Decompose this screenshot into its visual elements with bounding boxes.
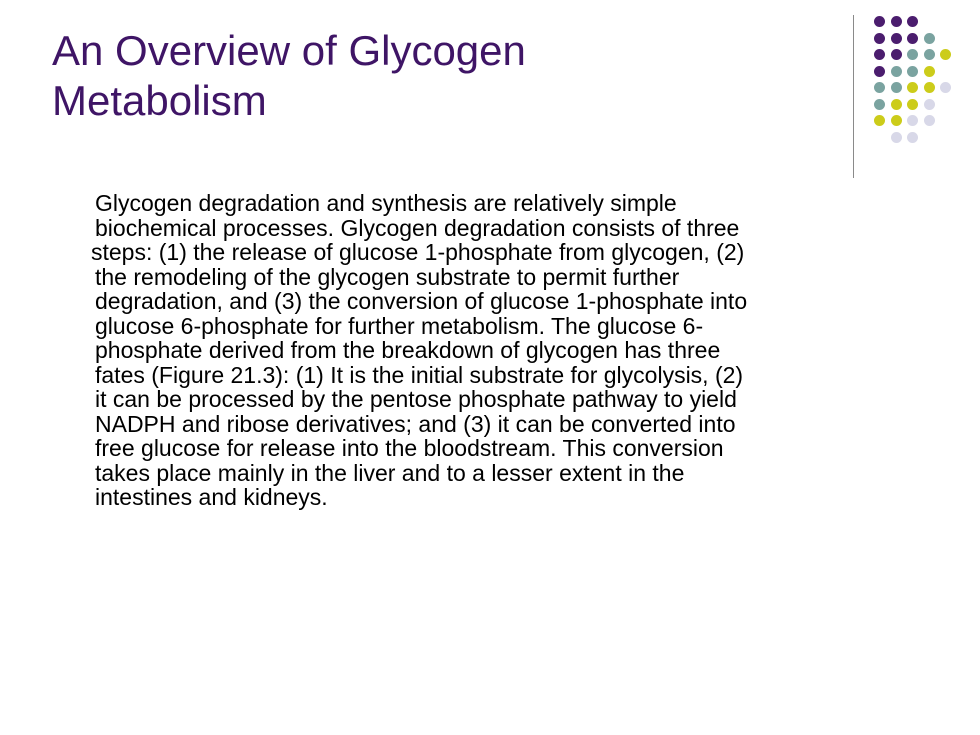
body-line-12: takes place mainly in the liver and to a lesser extent in the <box>95 459 685 486</box>
decorative-dot <box>874 99 885 110</box>
body-line-6: glucose 6-phosphate for further metabolism. The glucose 6- <box>95 312 704 339</box>
decorative-dot <box>940 49 951 60</box>
body-line-3: steps: (1) the release of glucose 1-phosphate from glycogen, (2) <box>91 239 745 265</box>
body-line-5: degradation, and (3) the conversion of glucose 1-phosphate into <box>95 288 748 314</box>
decorative-dot <box>924 49 935 60</box>
decorative-dot <box>891 99 902 110</box>
decorative-dot <box>891 66 902 77</box>
body-line-10: NADPH and ribose derivatives; and (3) it can be converted into <box>95 410 736 437</box>
body-line-9: it can be processed by the pentose phosphate pathway to yield <box>95 386 737 412</box>
decorative-dot <box>874 82 885 93</box>
decorative-dot <box>891 33 902 44</box>
decorative-dot <box>924 82 935 93</box>
decorative-dot <box>924 33 935 44</box>
body-line-2: biochemical processes. Glycogen degradation consists of three <box>95 214 740 241</box>
body-line-13: intestines and kidneys. <box>95 484 328 510</box>
decorative-dot <box>874 49 885 60</box>
decorative-dot-grid <box>870 16 970 156</box>
slide-title-line-1: An Overview of Glycogen <box>52 27 526 74</box>
decorative-dot <box>907 99 918 110</box>
body-line-11: free glucose for release into the bloodstream. This conversion <box>95 435 724 461</box>
slide-title-line-2: Metabolism <box>52 77 267 124</box>
decorative-dot <box>907 82 918 93</box>
decorative-dot <box>907 16 918 27</box>
slide-title <box>52 26 812 126</box>
decorative-dot <box>907 49 918 60</box>
decorative-dot <box>924 99 935 110</box>
decorative-dot <box>907 115 918 126</box>
decorative-dot <box>891 16 902 27</box>
decorative-dot <box>891 115 902 126</box>
decorative-dot <box>874 115 885 126</box>
decorative-dot <box>940 82 951 93</box>
decorative-dot <box>874 33 885 44</box>
decorative-dot <box>924 66 935 77</box>
body-line-7: phosphate derived from the breakdown of glycogen has three <box>95 337 721 363</box>
body-line-1: Glycogen degradation and synthesis are relatively simple <box>95 190 677 216</box>
vertical-divider <box>853 15 854 178</box>
body-line-4: the remodeling of the glycogen substrate to permit further <box>95 263 680 290</box>
decorative-dot <box>891 82 902 93</box>
decorative-dot <box>924 115 935 126</box>
decorative-dot <box>891 49 902 60</box>
body-line-8: fates (Figure 21.3): (1) It is the initial substrate for glycolysis, (2) <box>95 361 744 388</box>
decorative-dot <box>891 132 902 143</box>
decorative-dot <box>907 132 918 143</box>
decorative-dot <box>874 16 885 27</box>
decorative-dot <box>907 33 918 44</box>
decorative-dot <box>907 66 918 77</box>
decorative-dot <box>874 66 885 77</box>
slide-body-text <box>91 190 925 510</box>
